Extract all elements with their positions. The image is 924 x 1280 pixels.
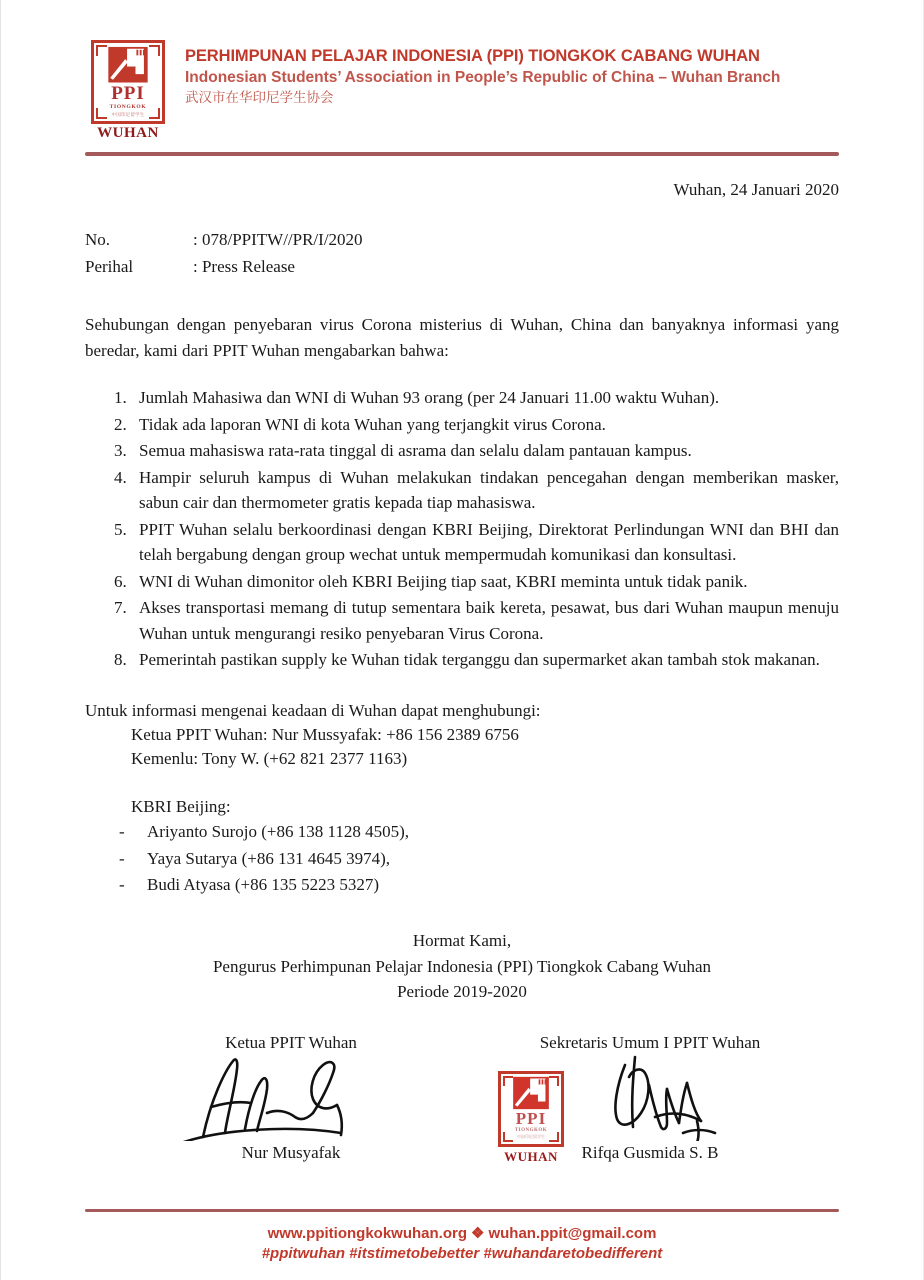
frame-corner-bottom-right-icon — [149, 108, 160, 119]
dateline: Wuhan, 24 Januari 2020 — [673, 180, 839, 199]
signature-title-left: Ketua PPIT Wuhan — [225, 1032, 357, 1052]
logo-emblem-icon — [103, 46, 153, 83]
reference-number-value: : 078/PPITW//PR/I/2020 — [193, 230, 363, 250]
ppi-logo — [85, 36, 171, 142]
kbri-contact-list — [85, 819, 839, 898]
reference-number-label: No. — [85, 230, 111, 250]
subject-row — [85, 255, 363, 282]
signature-block-chairman — [141, 1031, 441, 1165]
frame-corner-bottom-left-icon — [96, 108, 107, 119]
signature-block-secretary — [485, 1031, 815, 1165]
frame-corner-top-left-icon — [96, 45, 107, 56]
numbered-statement-list — [85, 385, 839, 673]
stamp-tiongkok-text: TIONGKOK — [514, 1128, 548, 1134]
intro-paragraph: Sehubungan dengan penyebaran virus Corona misterius di Wuhan, China dan banyaknya informasi yang beredar, kami dari PPIT Wuhan mengabarkan bahwa: — [85, 315, 839, 360]
logo-tiongkok-text: TIONGKOK — [109, 104, 147, 111]
list-item: 8. Pemerintah pastikan supply ke Wuhan tidak terganggu dan supermarket akan tambah stok makanan. — [131, 647, 839, 673]
letter-footer — [85, 1209, 839, 1262]
list-item: 3. Semua mahasiswa rata-rata tinggal di asrama dan selalu dalam pantauan kampus. — [131, 438, 839, 464]
org-name-indonesian: PERHIMPUNAN PELAJAR INDONESIA (PPI) TIONGKOK CABANG WUHAN — [185, 47, 760, 65]
footer-hashtags: #ppitwuhan #itstimetobebetter #wuhandaretobedifferent — [261, 1245, 663, 1262]
email-link[interactable]: wuhan.ppit@gmail.com — [488, 1225, 657, 1242]
stamp-corner-top-left-icon — [503, 1076, 513, 1086]
list-item: 1. Jumlah Mahasiwa dan WNI di Wuhan 93 orang (per 24 Januari 11.00 waktu Wuhan). — [131, 385, 839, 411]
logo-frame — [91, 40, 165, 124]
stamp-chinese-text: 中国印尼留学生 — [517, 1134, 545, 1140]
website-link[interactable]: www.ppitiongkokwuhan.org — [267, 1225, 467, 1242]
stamp-ppi-text: PPI — [515, 1109, 547, 1129]
logo-chinese-text: 中国印尼留学生 — [111, 111, 145, 117]
logo-wuhan-text: WUHAN — [97, 125, 159, 141]
closing-block — [85, 928, 839, 1005]
contact-primary-1: Ketua PPIT Wuhan: Nur Mussyafak: +86 156 2389 6756 — [131, 725, 519, 744]
letter-body — [85, 178, 839, 1165]
signature-row — [85, 1031, 839, 1165]
letterhead — [85, 0, 839, 142]
logo-ppi-text: PPI — [111, 83, 145, 105]
list-item: - Yaya Sutarya (+86 131 4645 3974), — [115, 846, 839, 872]
list-item: 6. WNI di Wuhan dimonitor oleh KBRI Beijing tiap saat, KBRI meminta untuk tidak panik. — [131, 569, 839, 595]
organization-names — [185, 36, 839, 108]
header-divider — [85, 152, 839, 156]
signature-name-left: Nur Musyafak — [241, 1143, 341, 1163]
closing-period: Periode 2019-2020 — [397, 982, 527, 1002]
diamond-separator-icon: ❖ — [471, 1225, 485, 1242]
signature-area-left — [141, 1055, 441, 1141]
footer-contact-line — [85, 1224, 839, 1242]
handwritten-signature-left-icon — [141, 1055, 441, 1141]
handwritten-signature-right-icon — [525, 1055, 855, 1141]
list-item: - Ariyanto Surojo (+86 138 1128 4505), — [115, 819, 839, 845]
list-item: 4. Hampir seluruh kampus di Wuhan melakukan tindakan pencegahan dengan memberikan masker, sabun cair dan thermometer gratis kepada tiap mahasiswa. — [131, 465, 839, 516]
contact-intro: Untuk informasi mengenai keadaan di Wuhan dapat menghubungi: — [85, 700, 541, 720]
signature-name-right: Rifqa Gusmida S. B — [581, 1143, 719, 1163]
contact-primary-2: Kemenlu: Tony W. (+62 821 2377 1163) — [131, 749, 408, 769]
signature-title-right: Sekretaris Umum I PPIT Wuhan — [539, 1032, 761, 1052]
org-name-english: Indonesian Students’ Association in People’s Republic of China – Wuhan Branch — [185, 68, 781, 86]
closing-organization: Pengurus Perhimpunan Pelajar Indonesia (PPI) Tiongkok Cabang Wuhan — [212, 956, 712, 976]
reference-block — [85, 228, 363, 282]
subject-label: Perihal — [85, 257, 134, 277]
list-item: - Budi Atyasa (+86 135 5223 5327) — [115, 872, 839, 898]
footer-divider — [85, 1209, 839, 1212]
frame-corner-top-right-icon — [149, 45, 160, 56]
list-item: 2. Tidak ada laporan WNI di kota Wuhan yang terjangkit virus Corona. — [131, 412, 839, 438]
subject-value: : Press Release — [193, 257, 295, 277]
org-name-chinese: 武汉市在华印尼学生协会 — [185, 89, 334, 106]
list-item: 7. Akses transportasi memang di tutup sementara baik kereta, pesawat, bus dari Wuhan maupun menuju Wuhan untuk mengurangi resiko penyebaran Virus Corona. — [131, 595, 839, 646]
reference-number-row — [85, 228, 363, 255]
closing-salutation: Hormat Kami, — [412, 931, 512, 951]
kbri-heading: KBRI Beijing: — [131, 797, 231, 817]
list-item: 5. PPIT Wuhan selalu berkoordinasi dengan KBRI Beijing, Direktorat Perlindungan WNI dan BHI dan telah bergabung dengan group wechat untuk mempermudah komunikasi dan konsultasi. — [131, 517, 839, 568]
stamp-wuhan-text: WUHAN — [504, 1149, 558, 1165]
